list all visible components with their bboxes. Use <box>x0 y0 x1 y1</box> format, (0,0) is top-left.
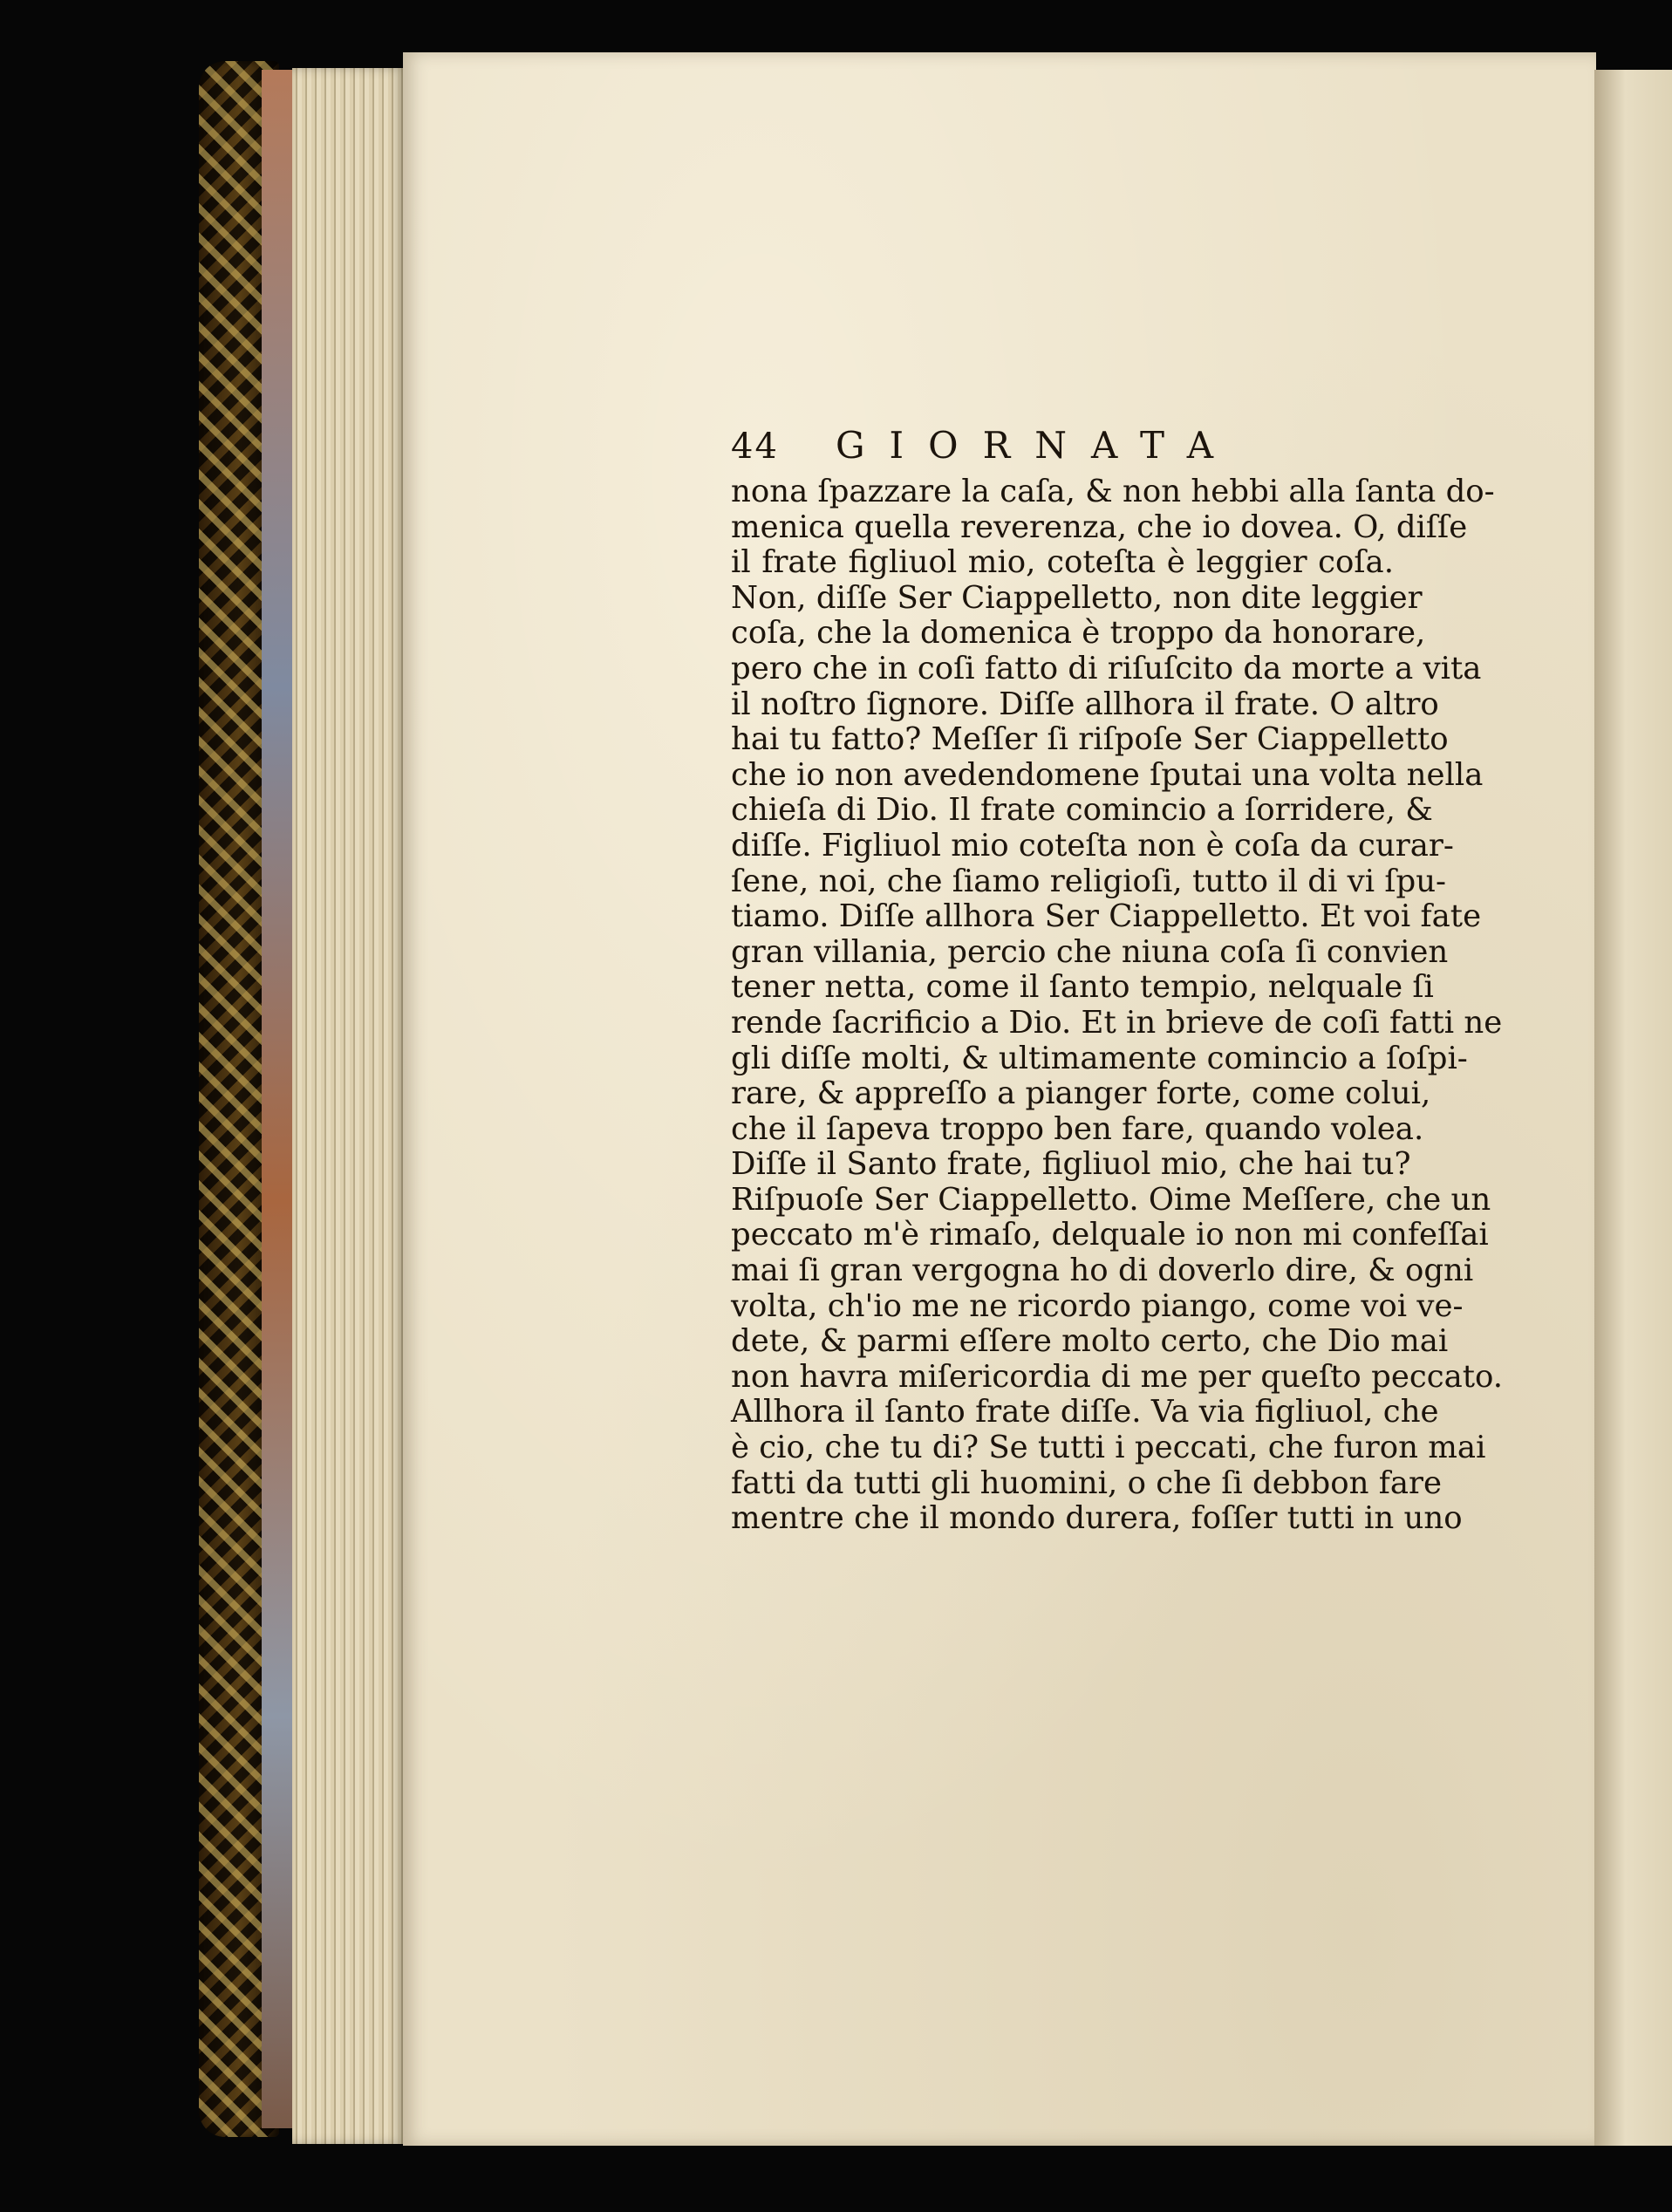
text-line: mai ſi gran vergogna ho di doverlo dire, & ogni <box>731 1253 1474 1289</box>
text-line: che il ſapeva troppo ben fare, quando volea. <box>731 1110 1424 1147</box>
text-line: gli diſſe molti, & ultimamente comincio a ſoſpi- <box>731 1040 1468 1076</box>
page-number: 44 <box>731 427 779 467</box>
text-line: Non, diſſe Ser Ciappelletto, non dite leggier <box>731 579 1423 616</box>
text-line: tener netta, come il ſanto tempio, nelquale ſi <box>731 969 1434 1006</box>
text-line: Diſſe il Santo frate, figliuol mio, che hai tu? <box>731 1146 1411 1183</box>
text-line: tiamo. Diſſe allhora Ser Ciappelletto. Et voi fate <box>731 898 1482 935</box>
text-line: ſene, noi, che ſiamo religioſi, tutto il di vi ſpu- <box>731 863 1447 899</box>
opposite-page-edge <box>1594 70 1672 2146</box>
text-line: volta, ch'io me ne ricordo piango, come voi ve- <box>731 1287 1464 1324</box>
text-line: menica quella reverenza, che io dovea. O, diſſe <box>731 509 1468 545</box>
text-line: fatti da tutti gli huomini, o che ſi debbon fare <box>731 1464 1443 1501</box>
page-text-block <box>731 424 1504 1537</box>
text-line: chieſa di Dio. Il frate comincio a ſorridere, & <box>731 792 1433 829</box>
text-line: Allhora il ſanto frate diſſe. Va via figliuol, che <box>731 1394 1439 1430</box>
running-head <box>731 424 1394 474</box>
text-line: Riſpuoſe Ser Ciappelletto. Oime Meſſere, che un <box>731 1181 1491 1218</box>
text-lines <box>731 474 1504 1537</box>
text-line: è cio, che tu di? Se tutti i peccati, che furon mai <box>731 1430 1486 1466</box>
text-line: dete, & parmi eſſere molto certo, che Dio mai <box>731 1323 1449 1360</box>
board-edge <box>262 70 297 2128</box>
text-line: coſa, che la domenica è troppo da honorare, <box>731 615 1426 652</box>
text-line: rende ſacrificio a Dio. Et in brieve de coſi fatti ne <box>731 1004 1503 1041</box>
page-edges <box>292 68 406 2144</box>
text-line: peccato m'è rimaſo, delquale io non mi confeſſai <box>731 1217 1489 1253</box>
text-line: che io non avedendomene ſputai una volta nella <box>731 756 1484 793</box>
text-line: diſſe. Figliuol mio coteſta non è coſa da curar- <box>731 827 1454 864</box>
text-line: mentre che il mondo durera, foſſer tutti in uno <box>731 1500 1463 1537</box>
text-line: non havra miſericordia di me per queſto peccato. <box>731 1358 1504 1395</box>
text-line: nona ſpazzare la caſa, & non hebbi alla ſanta do- <box>731 474 1495 509</box>
text-line: hai tu fatto? Meſſer ſi riſpoſe Ser Ciappelletto <box>731 721 1449 758</box>
text-line: rare, & appreſſo a pianger forte, come colui, <box>731 1075 1431 1112</box>
running-title: GIORNATA <box>836 424 1239 467</box>
text-line: il noſtro ſignore. Diſſe allhora il frate. O altro <box>731 686 1439 722</box>
text-line: il frate figliuol mio, coteſta è leggier coſa. <box>731 544 1394 581</box>
text-line: gran villania, percio che niuna coſa ſi convien <box>731 933 1449 970</box>
text-line: pero che in coſi fatto di riſuſcito da morte a vita <box>731 650 1482 686</box>
